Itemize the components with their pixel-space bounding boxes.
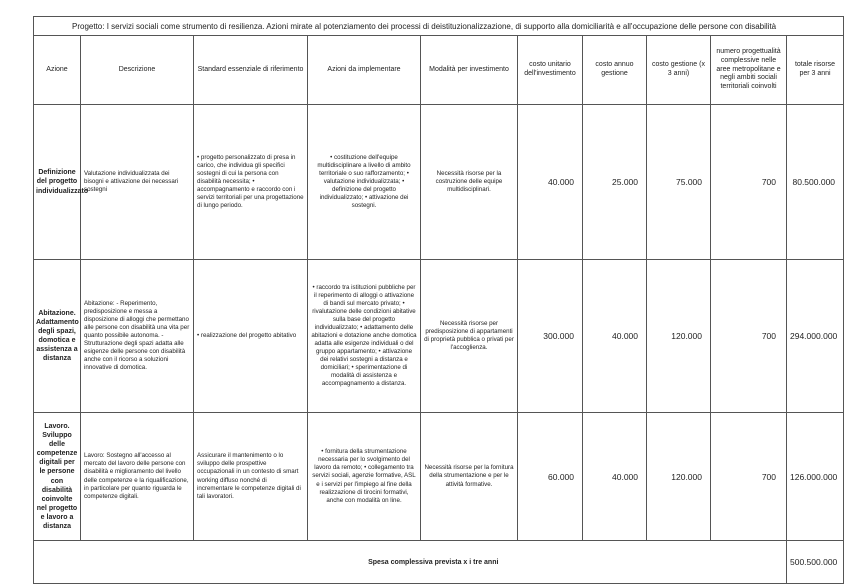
cell-totale: 126.000.000 <box>787 413 844 541</box>
cell-costo-gestione: 120.000 <box>647 260 711 413</box>
cell-azioni-implementare: • fornitura della strumentazione necessaria per lo svolgimento del lavoro da remoto; • collegamento tra servizi sociali, agenzie formative, ASL e i servizi per l'impiego al fine della realizzazione di tirocini formativi, anche con modalità on line. <box>308 413 421 541</box>
total-label: Spesa complessiva prevista x i tre anni <box>81 541 787 584</box>
header-azione: Azione <box>34 36 81 105</box>
cell-totale: 294.000.000 <box>787 260 844 413</box>
cell-numero: 700 <box>711 260 787 413</box>
header-azioni-implementare: Azioni da implementare <box>308 36 421 105</box>
cell-totale: 80.500.000 <box>787 105 844 260</box>
cell-descrizione: Abitazione: - Reperimento, predisposizione e messa a disposizione di alloggi che permettano alle persone con disabilità una vita per quanto possibile autonoma. -Strutturazione degli spazi adatta alle esigenze delle persone con disabilità anche con il ricorso a soluzioni innovative di domotica. <box>81 260 194 413</box>
cell-numero: 700 <box>711 413 787 541</box>
cell-standard: Assicurare il mantenimento o lo sviluppo delle prospettive occupazionali in un contesto di smart working diffuso nonché di incrementare le competenze digitali di tali lavoratori. <box>194 413 308 541</box>
cell-azioni-implementare: • costituzione dell'equipe multidisciplinare a livello di ambito territoriale o suo rafforzamento; • valutazione individualizzata; • definizione del progetto individualizzato; • attivazione dei sostegni. <box>308 105 421 260</box>
cell-modalita: Necessità risorse per la fornitura della strumentazione e per le attività formative. <box>421 413 518 541</box>
cell-costo-unitario: 300.000 <box>518 260 583 413</box>
header-descrizione: Descrizione <box>81 36 194 105</box>
header-row <box>34 36 844 105</box>
cell-costo-annuo: 40.000 <box>583 260 647 413</box>
cell-azione: Lavoro. Sviluppo delle competenze digitali per le persone con disabilità coinvolte nel progetto e lavoro a distanza <box>34 413 81 541</box>
cell-azioni-implementare: • raccordo tra istituzioni pubbliche per il reperimento di alloggi o attivazione di bandi sul mercato privato; • rivalutazione delle condizioni abitative sulla base del progetto individualizzato; • adattamento delle abitazioni e dotazione anche domotica adatta alle esigenze individuali o del gruppo appartamento; • attivazione dei relativi sostegni a distanza e domiciliari; • sperimentazione di modalità di assistenza e accompagnamento a distanza. <box>308 260 421 413</box>
cell-descrizione: Lavoro: Sostegno all'accesso al mercato del lavoro delle persone con disabilità e miglioramento del livello delle competenze e la riqualificazione, in particolare per quanto riguarda le competenze digitali. <box>81 413 194 541</box>
cell-azione: Definizione del progetto individualizzato <box>34 105 81 260</box>
table-row <box>34 105 844 260</box>
cell-standard: • progetto personalizzato di presa in carico, che individua gli specifici sostegni di cui la persona con disabilità necessita; • accompagnamento e raccordo con i servizi territoriali per una progettazione di lungo periodo. <box>194 105 308 260</box>
cell-standard: • realizzazione del progetto abitativo <box>194 260 308 413</box>
header-numero-progettualita: numero progettualità complessive nelle aree metropolitane e negli ambiti sociali territoriali coinvolti <box>711 36 787 105</box>
header-totale: totale risorse per 3 anni <box>787 36 844 105</box>
cell-modalita: Necessità risorse per predisposizione di appartamenti di proprietà pubblica o privati per l'accoglienza. <box>421 260 518 413</box>
cell-costo-unitario: 40.000 <box>518 105 583 260</box>
table-title: Progetto: I servizi sociali come strumento di resilienza. Azioni mirate al potenziamento dei processi di deistituzionalizzazione, di supporto alla domiciliarità e all'occupazione delle persone con disabilità <box>34 17 844 36</box>
header-standard: Standard essenziale di riferimento <box>194 36 308 105</box>
header-costo-unitario: costo unitario dell'investimento <box>518 36 583 105</box>
total-spacer <box>34 541 81 584</box>
header-modalita: Modalità per investimento <box>421 36 518 105</box>
budget-table-sheet <box>33 16 843 584</box>
cell-costo-gestione: 120.000 <box>647 413 711 541</box>
budget-table <box>33 16 844 584</box>
header-costo-annuo: costo annuo gestione <box>583 36 647 105</box>
total-row <box>34 541 844 584</box>
cell-azione: Abitazione. Adattamento degli spazi, domotica e assistenza a distanza <box>34 260 81 413</box>
cell-costo-unitario: 60.000 <box>518 413 583 541</box>
table-row <box>34 260 844 413</box>
cell-modalita: Necessità risorse per la costruzione delle equipe multidisciplinari. <box>421 105 518 260</box>
header-costo-gestione: costo gestione (x 3 anni) <box>647 36 711 105</box>
cell-descrizione: Valutazione individualizzata dei bisogni e attivazione dei necessari sostegni <box>81 105 194 260</box>
cell-numero: 700 <box>711 105 787 260</box>
table-row <box>34 413 844 541</box>
cell-costo-annuo: 25.000 <box>583 105 647 260</box>
cell-costo-annuo: 40.000 <box>583 413 647 541</box>
total-value: 500.500.000 <box>787 541 844 584</box>
cell-costo-gestione: 75.000 <box>647 105 711 260</box>
